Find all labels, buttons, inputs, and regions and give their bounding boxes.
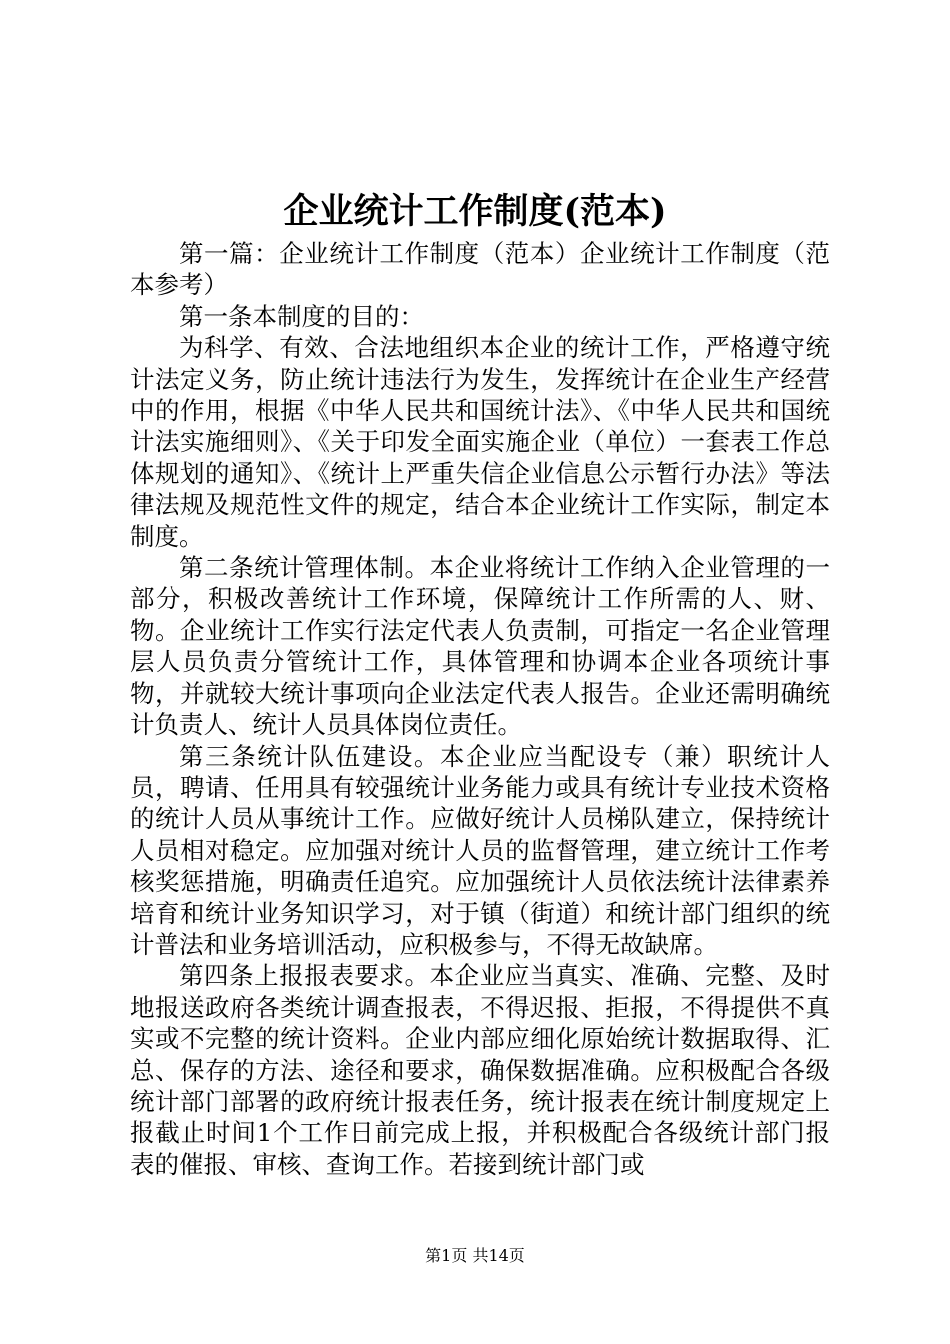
document-title: 企业统计工作制度(范本) <box>283 191 667 232</box>
document-body <box>130 238 830 1180</box>
paragraph: 第一篇：企业统计工作制度（范本）企业统计工作制度（范本参考） <box>130 239 830 300</box>
paragraph: 第四条上报报表要求。本企业应当真实、准确、完整、及时地报送政府各类统计调查报表，不得迟报、拒报，不得提供不真实或不完整的统计资料。企业内部应细化原始统计数据取得、汇总、保存的方法、途径和要求，确保数据准确。应积极配合各级统计部门部署的政府统计报表任务，统计报表在统计制度规定上报截止时间1个工作日前完成上报，并积极配合各级统计部门报表的催报、审核、查询工作。若接到统计部门或 <box>130 961 830 1179</box>
paragraph: 第二条统计管理体制。本企业将统计工作纳入企业管理的一部分，积极改善统计工作环境，保障统计工作所需的人、财、物。企业统计工作实行法定代表人负责制，可指定一名企业管理层人员负责分管统计工作，具体管理和协调本企业各项统计事物，并就较大统计事项向企业法定代表人报告。企业还需明确统计负责人、统计人员具体岗位责任。 <box>130 553 830 740</box>
paragraph: 第三条统计队伍建设。本企业应当配设专（兼）职统计人员，聘请、任用具有较强统计业务能力或具有统计专业技术资格的统计人员从事统计工作。应做好统计人员梯队建立，保持统计人员相对稳定。应加强对统计人员的监督管理，建立统计工作考核奖惩措施，明确责任追究。应加强统计人员依法统计法律素养培育和统计业务知识学习，对于镇（街道）和统计部门组织的统计普法和业务培训活动，应积极参与，不得无故缺席。 <box>130 741 830 959</box>
page-footer: 第1页 共14页 <box>425 1246 525 1265</box>
paragraph: 第一条本制度的目的： <box>179 301 424 331</box>
paragraph: 为科学、有效、合法地组织本企业的统计工作，严格遵守统计法定义务，防止统计违法行为发生，发挥统计在企业生产经营中的作用，根据《中华人民共和国统计法》、《中华人民共和国统计法实施细则》、《关于印发全面实施企业（单位）一套表工作总体规划的通知》、《统计上严重失信企业信息公示暂行办法》等法律法规及规范性文件的规定，结合本企业统计工作实际，制定本制度。 <box>130 333 830 551</box>
